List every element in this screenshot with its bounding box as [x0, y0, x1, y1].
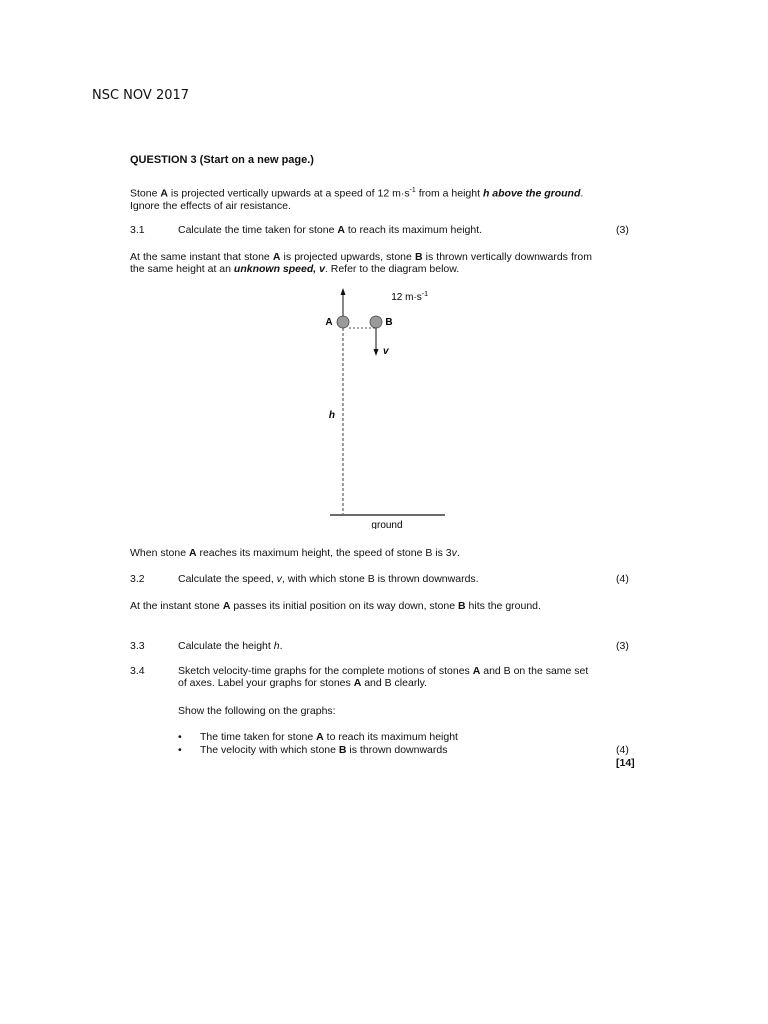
intro-emphasis: above the ground: [489, 187, 581, 200]
upward-arrow-head: [341, 288, 346, 295]
bullet-text: is thrown downwards: [346, 744, 448, 756]
stone-b-ref: B: [458, 600, 466, 612]
para-text: is thrown vertically downwards from the same height at an: [130, 251, 593, 275]
question-text-part: , with which stone B is thrown downwards.: [281, 573, 479, 585]
marks: (3): [616, 224, 629, 236]
stone-a-ref: A: [160, 187, 168, 200]
height-symbol: h: [482, 187, 490, 200]
unit-exponent: -1: [409, 187, 416, 194]
intro-text: is projected vertically upwards at a speed of 12 m·s: [167, 187, 410, 200]
marks: (4): [616, 573, 629, 585]
stone-b-ref: B: [414, 251, 423, 263]
document-header: NSC NOV 2017: [92, 88, 190, 103]
question-text-part: Calculate the speed,: [178, 573, 277, 585]
initial-speed-label: 12 $m\cdot s^{-1}$: [391, 291, 428, 303]
para-text: .: [456, 547, 460, 559]
intro-text: Stone: [130, 187, 161, 200]
stone-a-ref: A: [222, 600, 231, 612]
para-text: . Refer to the diagram below.: [324, 263, 460, 275]
question-text-part: and B clearly.: [361, 677, 428, 689]
stone-b: [370, 316, 382, 328]
bullet: •: [178, 731, 182, 743]
height-symbol: h: [273, 640, 280, 652]
stone-a-ref: A: [353, 677, 362, 689]
question-total-marks: [14]: [616, 757, 635, 769]
para-text: At the same instant that stone: [130, 251, 273, 263]
question-text-part: to reach its maximum height.: [344, 224, 483, 236]
stone-a: [337, 316, 349, 328]
intro-paragraph: [130, 185, 592, 212]
speed-symbol: v: [276, 573, 282, 585]
show-instruction: Show the following on the graphs:: [178, 705, 336, 717]
question-text-part: Sketch velocity-time graphs for the complete motions of stones: [178, 665, 473, 677]
bullet-item: [200, 731, 458, 743]
bullet: •: [178, 744, 182, 756]
para-text: hits the ground.: [465, 600, 541, 612]
bullet-text: The time taken for stone: [200, 731, 317, 743]
question-text: [178, 665, 594, 689]
hits-ground-paragraph: [130, 600, 592, 612]
unknown-speed-emphasis: unknown speed, v: [233, 263, 325, 275]
stone-b-speed-paragraph: [130, 547, 592, 559]
bullet-item: [200, 744, 447, 756]
stone-b-label: B: [385, 317, 393, 328]
intro-text: from a height: [415, 187, 483, 200]
marks: (4): [616, 744, 629, 756]
para-text: is projected upwards, stone: [280, 251, 415, 263]
stone-a-ref: A: [188, 547, 197, 559]
downward-arrow-head: [374, 349, 379, 356]
bullet-text: to reach its maximum height: [323, 731, 458, 743]
stones-diagram: [292, 284, 612, 529]
question-text: [178, 573, 594, 585]
question-text: [178, 640, 594, 652]
question-number: 3.1: [130, 224, 145, 236]
speed-symbol: v: [451, 547, 457, 559]
question-title: QUESTION 3 (Start on a new page.): [130, 154, 314, 166]
para-text: passes its initial position on its way down, stone: [230, 600, 459, 612]
question-text-part: .: [279, 640, 283, 652]
question-text-part: Calculate the time taken for stone: [178, 224, 338, 236]
question-number: 3.3: [130, 640, 145, 652]
setup-paragraph: [130, 251, 592, 275]
para-text: When stone: [130, 547, 189, 559]
intro-text: . Ignore the effects of air resistance.: [130, 187, 584, 212]
question-number: 3.2: [130, 573, 145, 585]
marks: (3): [616, 640, 629, 652]
question-number: 3.4: [130, 665, 145, 677]
stone-a-ref: A: [472, 665, 481, 677]
stone-b-ref: B: [338, 744, 347, 756]
stone-a-ref: A: [316, 731, 324, 743]
height-label: h: [328, 410, 335, 421]
para-text: reaches its maximum height, the speed of stone B is 3: [196, 547, 452, 559]
stone-a-label: A: [325, 317, 333, 328]
bullet-text: The velocity with which stone: [200, 744, 339, 756]
stone-a-ref: A: [272, 251, 281, 263]
velocity-label: v: [383, 346, 389, 357]
question-text-part: Calculate the height: [178, 640, 274, 652]
question-text: [178, 224, 594, 236]
ground-label: ground: [371, 520, 403, 529]
stone-a-ref: A: [337, 224, 345, 236]
para-text: At the instant stone: [130, 600, 223, 612]
question-text-part: and B on the same set of axes. Label your graphs for stones: [178, 665, 589, 689]
